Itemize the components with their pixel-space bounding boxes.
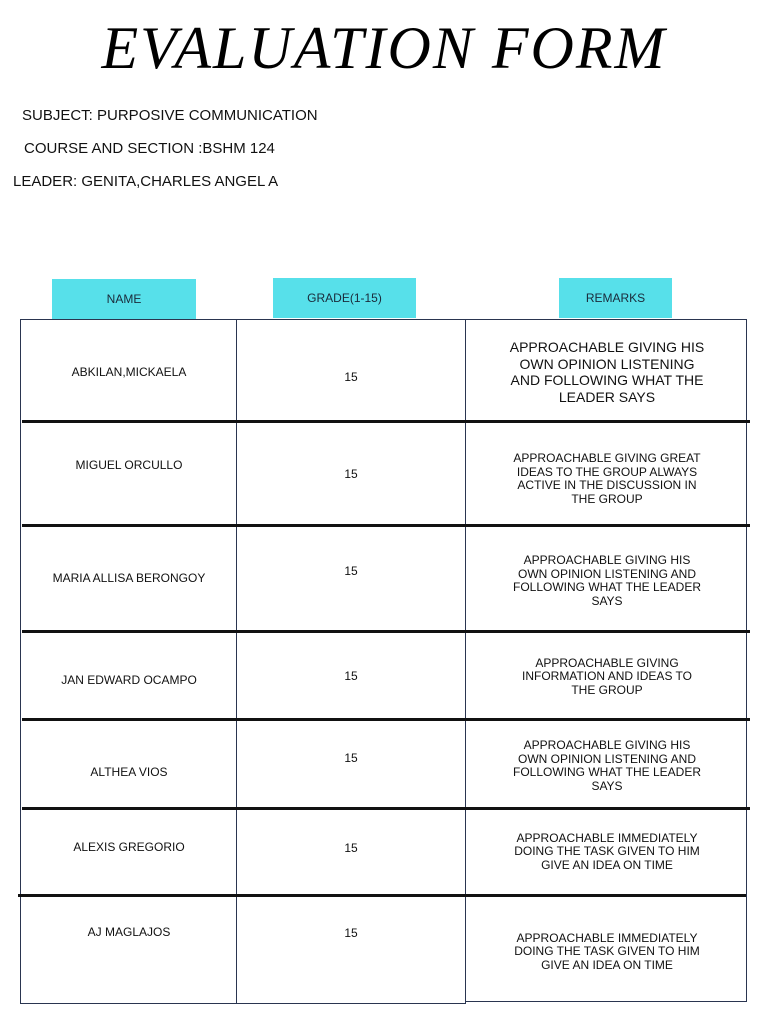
table-bottom-border <box>20 1003 466 1004</box>
table-row-3-remarks-cell <box>468 527 746 635</box>
table-row-2-remarks-cell <box>468 424 746 534</box>
table-left-border <box>20 319 21 1004</box>
table-row-5-name: ALTHEA VIOS <box>90 765 168 779</box>
table-row-6-remarks-cell <box>468 810 746 894</box>
table-row-7-remarks: APPROACHABLE IMMEDIATELY DOING THE TASK GIVEN TO HIM GIVE AN IDEA ON TIME <box>514 930 700 972</box>
table-row-6-grade: 15 <box>344 841 358 855</box>
form-title: EVALUATION FORM <box>101 15 667 81</box>
table-row-5-grade: 15 <box>344 751 358 765</box>
table-row-1-grade: 15 <box>344 370 358 384</box>
grade-column-header: GRADE(1-15) <box>273 278 416 318</box>
table-row-3-remarks: APPROACHABLE GIVING HIS OWN OPINION LISTENING AND FOLLOWING WHAT THE LEADER SAYS <box>512 553 702 608</box>
table-row-7-grade: 15 <box>344 926 358 940</box>
table-row-6-remarks: APPROACHABLE IMMEDIATELY DOING THE TASK GIVEN TO HIM GIVE AN IDEA ON TIME <box>514 830 700 872</box>
course-section-line: COURSE AND SECTION :BSHM 124 <box>24 140 275 157</box>
table-row-3-grade: 15 <box>344 564 358 578</box>
table-row-2-grade: 15 <box>344 467 358 481</box>
table-row-4-remarks: APPROACHABLE GIVING INFORMATION AND IDEAS TO THE GROUP <box>521 655 693 697</box>
table-row-5-remarks: APPROACHABLE GIVING HIS OWN OPINION LISTENING AND FOLLOWING WHAT THE LEADER SAYS <box>512 738 702 793</box>
table-row-6-name: ALEXIS GREGORIO <box>73 840 185 854</box>
table-row-1-remarks: APPROACHABLE GIVING HIS OWN OPINION LISTENING AND FOLLOWING WHAT THE LEADER SAYS <box>509 339 705 405</box>
table-row-3-name: MARIA ALLISA BERONGOY <box>52 571 206 585</box>
table-row-1-name: ABKILAN,MICKAELA <box>71 365 187 379</box>
table-row-2-remarks: APPROACHABLE GIVING GREAT IDEAS TO THE GROUP ALWAYS ACTIVE IN THE DISCUSSION IN THE GROUP <box>513 451 701 506</box>
table-row-1-remarks-cell <box>468 322 746 422</box>
table-row-2-name: MIGUEL ORCULLO <box>75 458 183 472</box>
table-row-5-remarks-cell <box>468 722 746 810</box>
table-row-4-name: JAN EDWARD OCAMPO <box>61 673 197 687</box>
table-row-7-name: AJ MAGLAJOS <box>87 925 171 939</box>
table-row-4-remarks-cell <box>468 634 746 720</box>
leader-line: LEADER: GENITA,CHARLES ANGEL A <box>13 173 279 190</box>
name-column-header: NAME <box>52 279 196 319</box>
table-row-4-grade: 15 <box>344 669 358 683</box>
table-row-7-remarks-cell <box>468 897 746 1007</box>
remarks-column-header: REMARKS <box>559 278 672 318</box>
table-top-border <box>20 319 747 320</box>
subject-line: SUBJECT: PURPOSIVE COMMUNICATION <box>22 107 318 124</box>
